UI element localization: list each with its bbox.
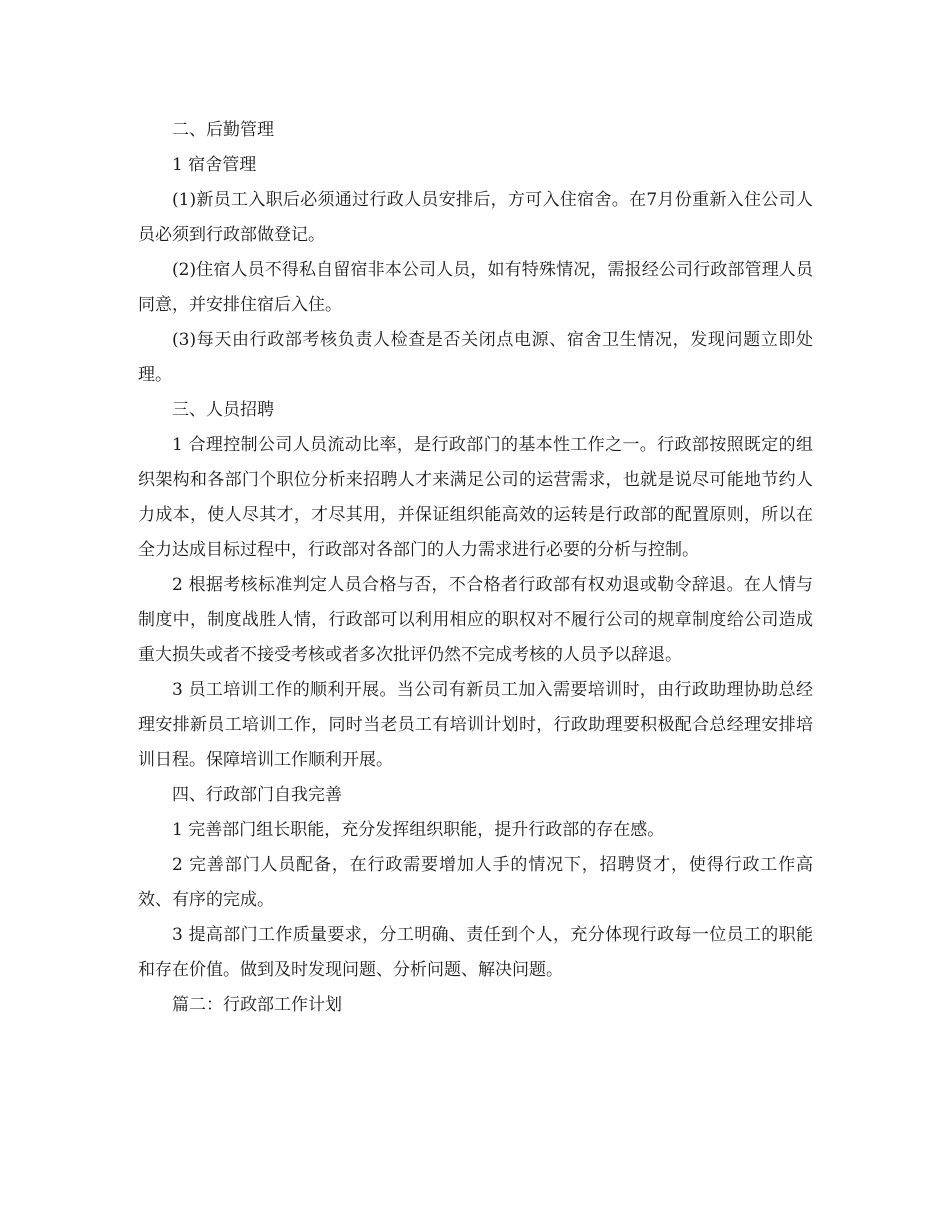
paragraph-improvement-1: 1 完善部门组长职能，充分发挥组织职能，提升行政部的存在感。: [172, 820, 665, 840]
chapter-heading-part-two: 篇二：行政部工作计划: [172, 995, 342, 1015]
paragraph-dorm-rule-1: (1)新员工入职后必须通过行政人员安排后，方可入住宿舍。在7月份重新入住公司人员必须到行政部做登记。: [138, 190, 813, 245]
subheading-dormitory: 1 宿舍管理: [172, 155, 257, 175]
paragraph-dorm-rule-3: (3)每天由行政部考核负责人检查是否关闭点电源、宿舍卫生情况，发现问题立即处理。: [138, 330, 813, 385]
paragraph-recruitment-2: 2 根据考核标准判定人员合格与否，不合格者行政部有权劝退或勒令辞退。在人情与制度中，制度战胜人情，行政部可以利用相应的职权对不履行公司的规章制度给公司造成重大损失或者不接受考核或者多次批评仍然不完成考核的人员予以辞退。: [138, 575, 813, 665]
section-heading-logistics: 二、后勤管理: [172, 120, 274, 140]
paragraph-dorm-rule-2: (2)住宿人员不得私自留宿非本公司人员，如有特殊情况，需报经公司行政部管理人员同意，并安排住宿后入住。: [138, 260, 813, 315]
section-heading-recruitment: 三、人员招聘: [172, 400, 274, 420]
paragraph-recruitment-3: 3 员工培训工作的顺利开展。当公司有新员工加入需要培训时，由行政助理协助总经理安排新员工培训工作，同时当老员工有培训计划时，行政助理要积极配合总经理安排培训日程。保障培训工作顺利开展。: [138, 680, 813, 770]
section-heading-self-improvement: 四、行政部门自我完善: [172, 785, 342, 805]
paragraph-improvement-2: 2 完善部门人员配备，在行政需要增加人手的情况下，招聘贤才，使得行政工作高效、有序的完成。: [138, 855, 813, 910]
paragraph-improvement-3: 3 提高部门工作质量要求，分工明确、责任到个人，充分体现行政每一位员工的职能和存在价值。做到及时发现问题、分析问题、解决问题。: [138, 925, 813, 980]
document-body: [138, 113, 813, 1023]
paragraph-recruitment-1: 1 合理控制公司人员流动比率，是行政部门的基本性工作之一。行政部按照既定的组织架构和各部门个职位分析来招聘人才来满足公司的运营需求，也就是说尽可能地节约人力成本，使人尽其才，才尽其用，并保证组织能高效的运转是行政部的配置原则，所以在全力达成目标过程中，行政部对各部门的人力需求进行必要的分析与控制。: [138, 435, 813, 560]
